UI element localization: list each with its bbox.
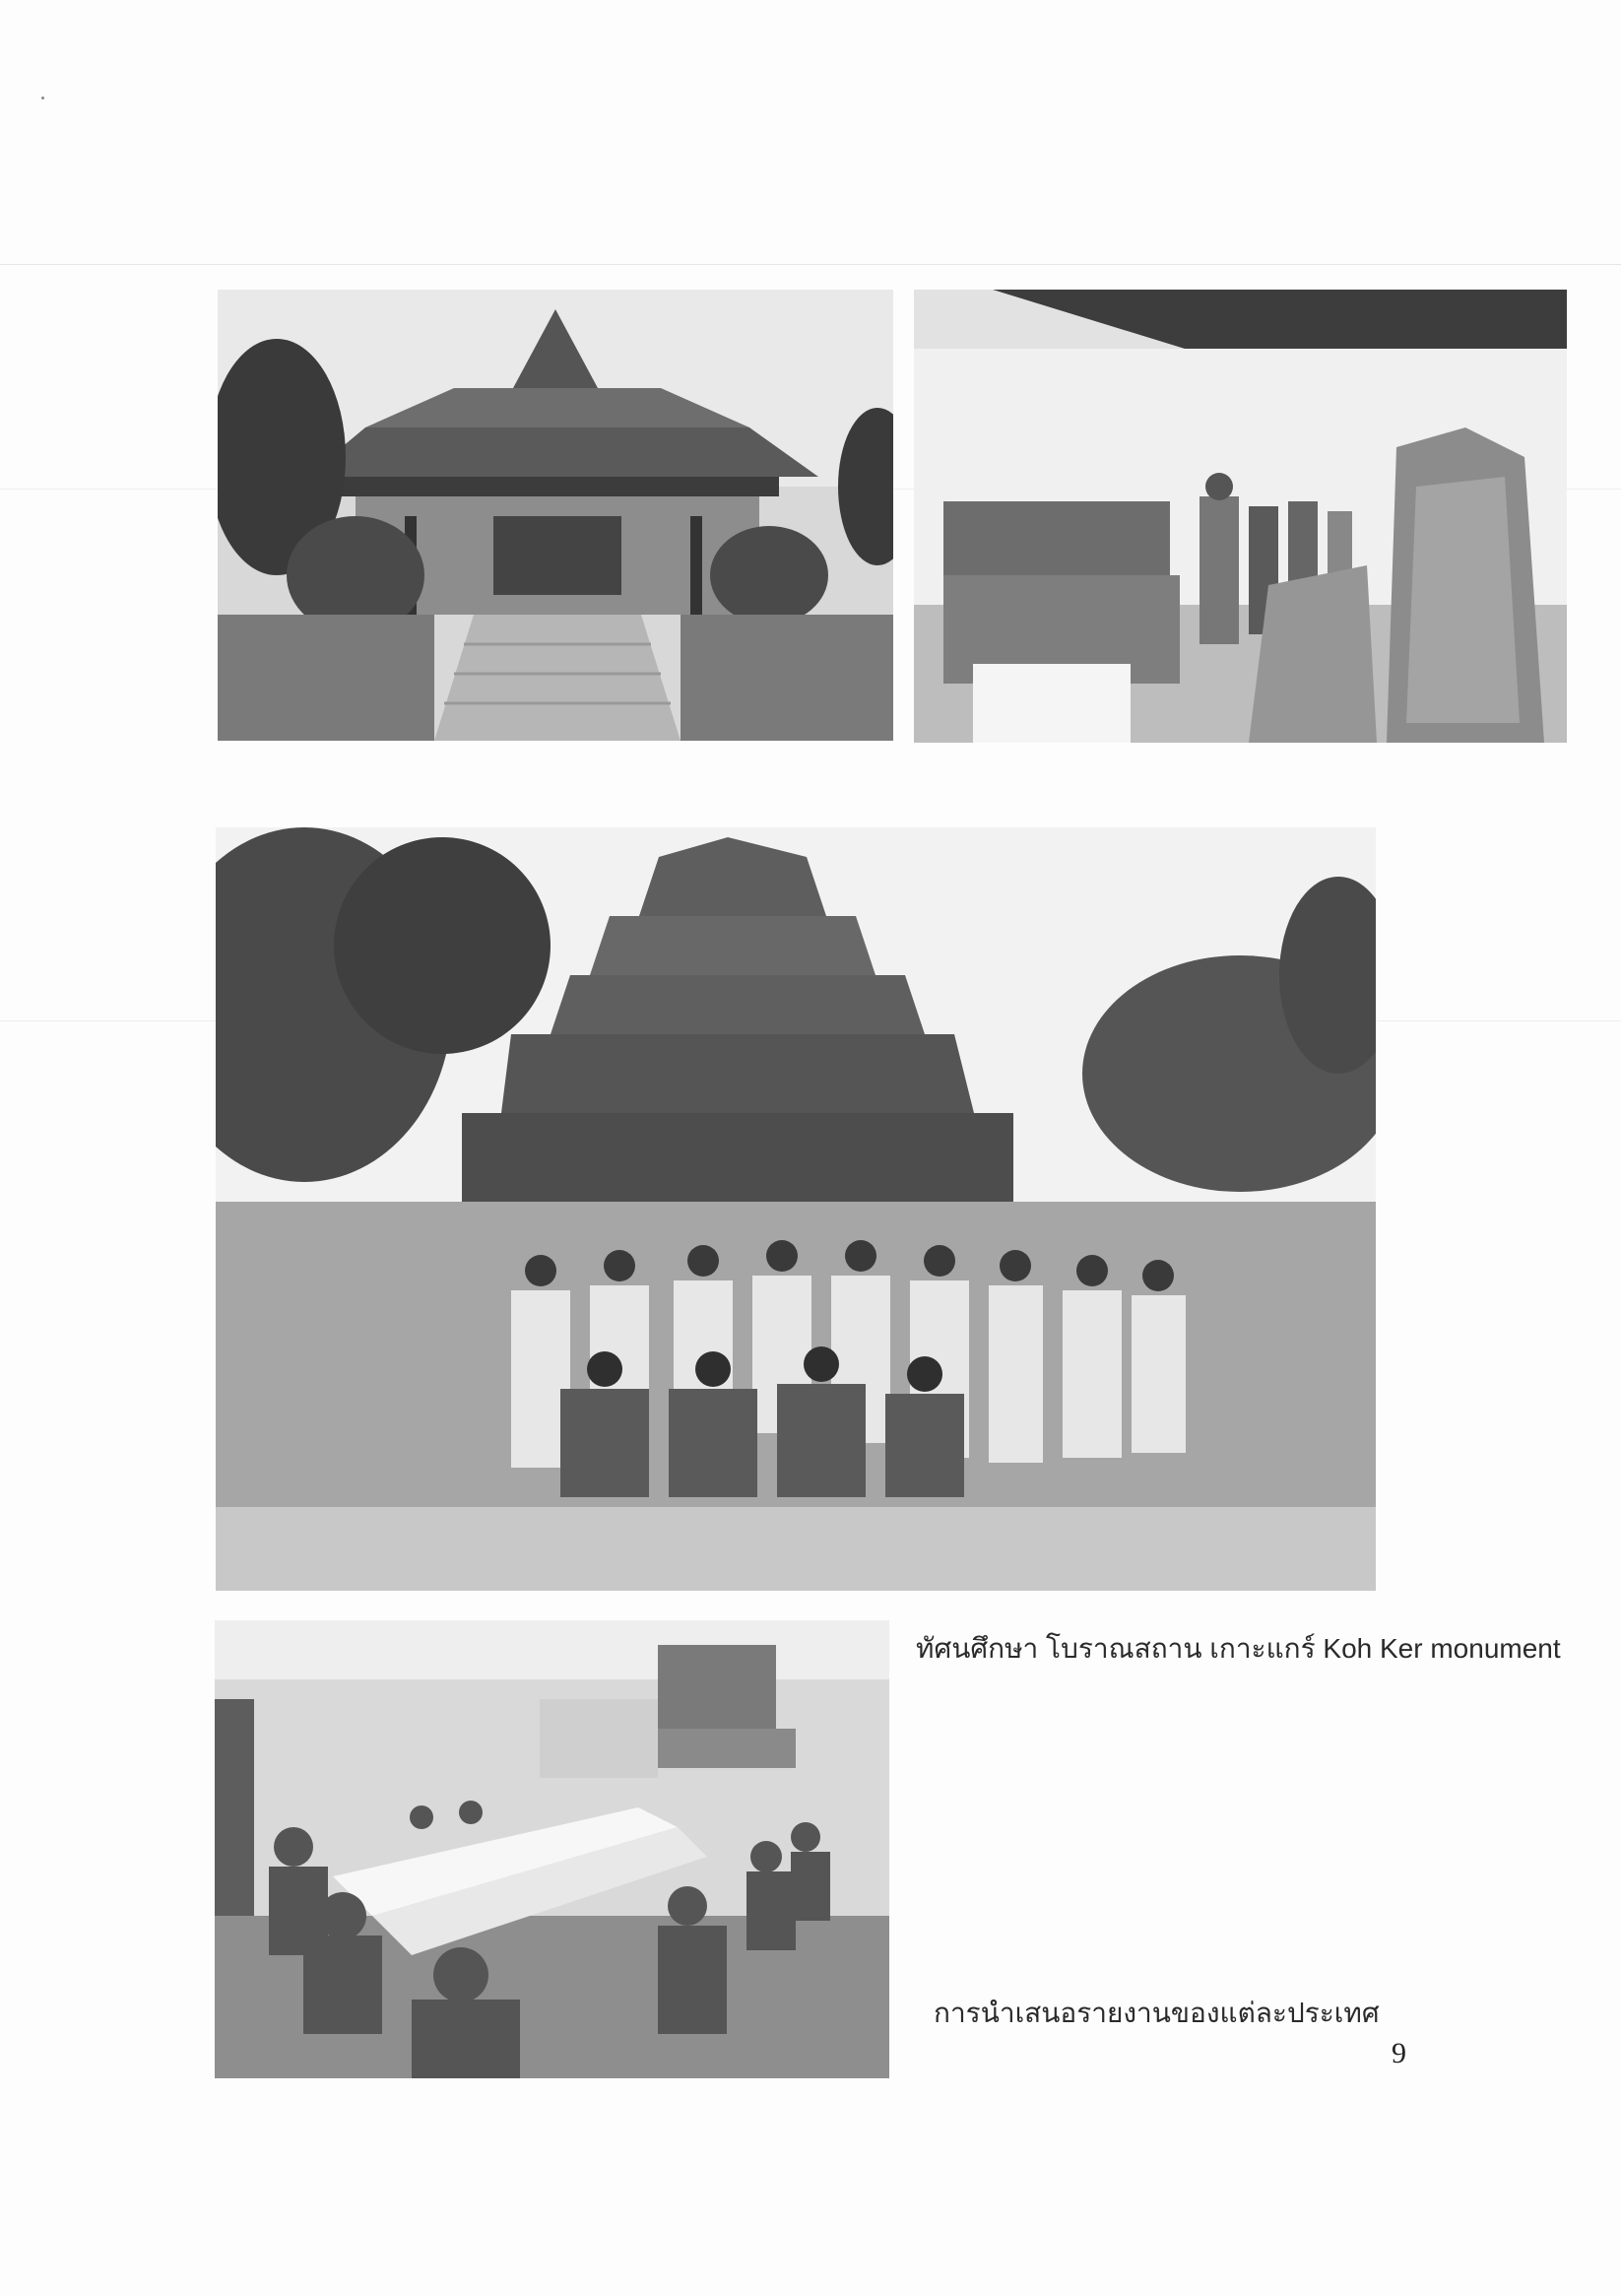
- photo-museum-gallery: [914, 290, 1567, 743]
- study-visit-caption: ทัศนศึกษา โบราณสถาน เกาะแกร์ Koh Ker monument: [916, 1633, 1561, 1664]
- koh-ker-group-image: [216, 827, 1376, 1591]
- presentation-caption: การนำเสนอรายงานของแต่ละประเทศ: [934, 1998, 1380, 2028]
- museum-building-image: [218, 290, 893, 741]
- photo-meeting-room: [215, 1620, 889, 2078]
- meeting-room-image: [215, 1620, 889, 2078]
- scan-speck: [41, 97, 44, 99]
- page-number: 9: [1392, 2037, 1406, 2069]
- scan-line: [0, 264, 1621, 265]
- museum-gallery-image: [914, 290, 1567, 743]
- photo-museum-building: [218, 290, 893, 741]
- photo-koh-ker-group: [216, 827, 1376, 1591]
